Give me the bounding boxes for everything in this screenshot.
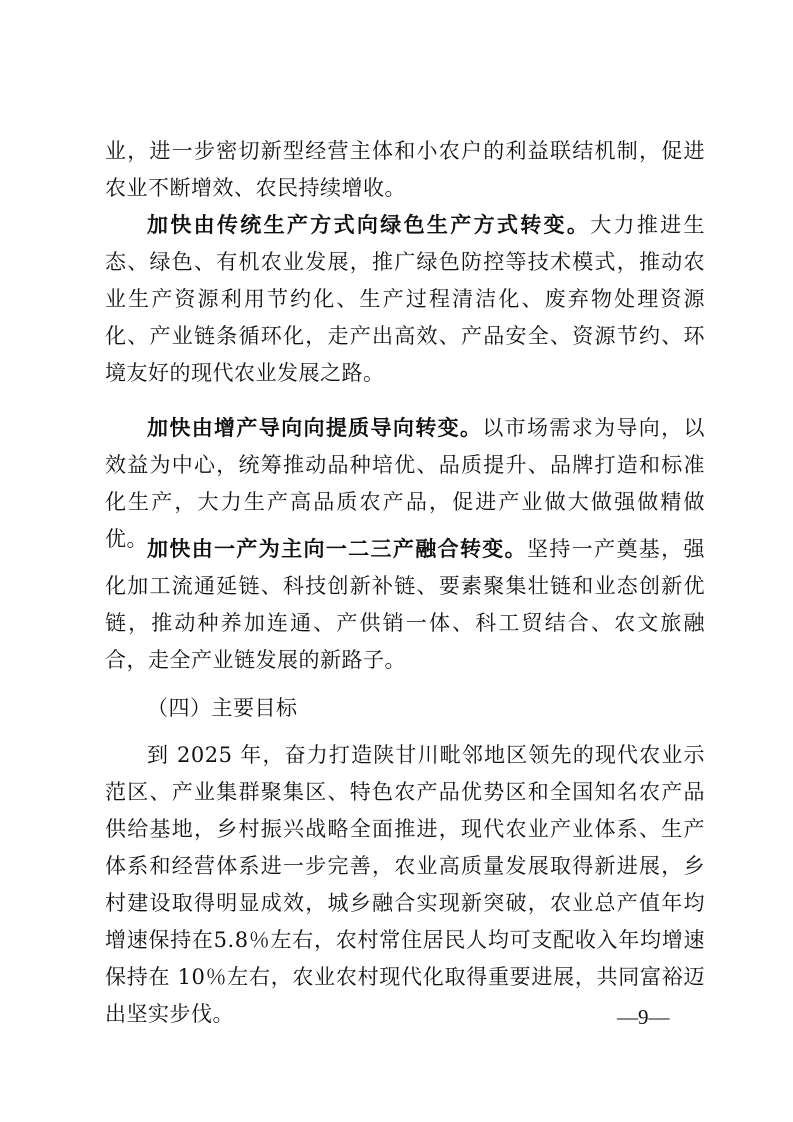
paragraph-body: 大力推进生态、绿色、有机农业发展，推广绿色防控等技术模式，推动农业生产资源利用节约化、生产过程清洁化、废弃物处理资源化、产业链条循环化，走产出高效、产品安全、资源节约、环境友好的现代农业发展之路。 (105, 213, 706, 385)
section-heading: （四）主要目标 (147, 696, 298, 720)
paragraph-lead: 加快由一产为主向一二三产融合转变。 (147, 537, 528, 561)
paragraph-body: 以市场需求为导向，以效益为中心，统筹推动品种培优、品质提升、品牌打造和标准化生产，大力生产高品质农产品，促进产业做大做强做精做优。 (105, 416, 705, 551)
paragraph-main-goals (105, 737, 705, 1033)
paragraph-green-production (105, 207, 705, 392)
page-number: —9— (617, 1005, 670, 1029)
paragraph-continuation (105, 133, 705, 207)
paragraph-text: 业，进一步密切新型经营主体和小农户的利益联结机制，促进农业不断增效、农民持续增收。 (105, 139, 705, 200)
paragraph-lead: 加快由传统生产方式向绿色生产方式转变。 (147, 213, 591, 237)
paragraph-industry-integration (105, 531, 705, 679)
paragraph-body: 坚持一产奠基，强化加工流通延链、科技创新补链、要素聚集壮链和业态创新优链，推动种养加连通、产供销一体、科工贸结合、农文旅融合，走全产业链发展的新路子。 (105, 537, 706, 672)
paragraph-text: 到 2025 年，奋力打造陕甘川毗邻地区领先的现代农业示范区、产业集群聚集区、特色农产品优势区和全国知名农产品供给基地，乡村振兴战略全面推进，现代农业产业体系、生产体系和经营体系进一步完善，农业高质量发展取得新进展，乡村建设取得明显成效，城乡融合实现新突破，农业总产值年均增速保持在5.8％左右，农村常住居民人均可支配收入年均增速保持在 10％左右，农业农村现代化取得重要进展，共同富裕迈出坚实步伐。 (105, 743, 705, 1026)
paragraph-lead: 加快由增产导向向提质导向转变。 (147, 416, 483, 440)
